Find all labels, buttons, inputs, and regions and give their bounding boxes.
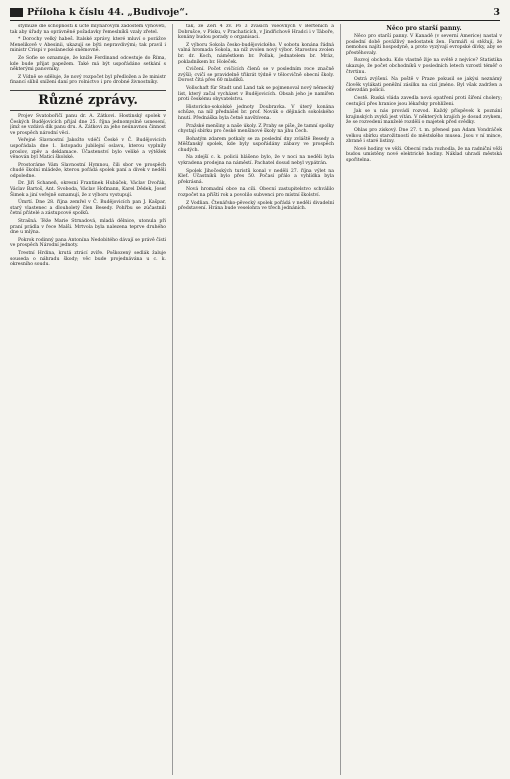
news-paragraph: Cestě. Ruská vláda zavedla nová opatření proti šíření cholery; cestující přes hranice jsou lékařsky prohlíženi. [346,95,502,107]
news-paragraph: Něco pro starší panny. V Kanadě (v severní Americe) nastal v poslední době povážlivý nedostatek žen. Farmáři si stěžují, že nemohou najíti hospodyně, a proto vyzývají evropské dívky, aby se přestěhovaly. [346,34,502,56]
news-paragraph: Jak se u nás provádí rozvod. Každý příspěvek k poznání krajinských zvyků jest vítán. V některých krajích je dosud zvykem, že se rozvedení manželé rozdělí o majetek před svědky. [346,109,502,126]
intro-paragraph: * Dorochy velký habeš. Italské zprávy, které mluví o porážce Menelikově v Abesinii, ukazují se býti nepravdivými; tak pravil i ministr Crispi v poslanecké sněmovně. [10,37,166,54]
news-paragraph: Prostoráme Vám Slavnostní Hymnou, čili sbor ve prospěch chudé školní mládeže, kterou pořádá spolek paní a dívek v neděli odpoledne. [10,162,166,179]
news-paragraph: tak, že Zeri 4 zv. Po 3 zvasích všeovných v Bertenich a Dobrušce, v Písku, v Prachaticích, v Jindřichově Hradci i v Táboře, konány budou porady o organisaci. [178,24,334,41]
news-paragraph: Bohatým zdarem potkaly se za poslední dny zvláště Besedy a Měšťanský spolek, kde byly uspořádány zábavy ve prospěch chudých. [178,136,334,153]
news-paragraph: Projev Svatobořičí panu dr. A. Zátkovi. Hostinský spolek v Českých Budějovicích přijal dne 25. října jednomyslně usnesení, jímž se vzdává dík panu dru. A. Zátkovi za jeho neúnavnou činnost ve prospěch národní věci. [10,113,166,136]
page-number: 3 [493,6,500,18]
column-2 [172,24,334,775]
news-paragraph: Nová hromadní obce na cíli. Obecní zastupitelstvo schválilo rozpočet na příští rok a povolilo subvenci pro místní školství. [178,187,334,199]
news-paragraph: Pražské menšiny a naše úkoly. Z Prahy se píše, že tamní spolky chystají sbírku pro české menšinové školy na jihu Čech. [178,123,334,135]
article-columns [10,24,502,775]
news-paragraph: Z Vodňan. Čtenářsko-pěvecký spolek pořádá v neděli divadelní představení. Hrána bude veselohra ve třech jednáních. [178,200,334,212]
column-heading: Něco pro starší panny. [386,25,462,32]
header-ornament-icon [10,8,23,17]
news-paragraph: Dr. Jiří Schaneň, okresní Frantinek Hubáček, Václav Dvořák, Václav Bartoš, Ant. Svoboda, Václav Hofmann, Karel Dědek, Josef Šimek a jiní veřejně oznamují, že z výboru vystupují. [10,181,166,198]
news-paragraph: Veřejné Slavnostní Jakožto vdéčí České v Č. Budějovicích uspořádala dne 1. listopadu jubilejní oslavu, kterou vyplnily proslov, zpěv a deklamace. Účastenství bylo veliké a výtěžek věnován byl Matici školské. [10,138,166,161]
intro-paragraph: Z Vídně se sděluje, že nový rozpočet byl předložen a že ministr financí slíbil snížení daní pro rolnictvo i pro drobné živnostníky. [10,74,166,86]
section-title: Různé zprávy. [10,90,166,111]
news-paragraph: Na zdejší c. k. policii hlášeno bylo, že v noci na neděli byla vykradena prodejna na náměstí. Pachatel dosud nebyl vypátrán. [178,155,334,167]
news-paragraph: Rozvoj obchodu. Kdo vlastně žije na světě z nejvíce? Statistika ukazuje, že počet obchodníků v posledních letech vzrostl téměř o čtvrtinu. [346,58,502,75]
news-paragraph: Z výboru Sokola česko-budějovického. V sobotu konána řádná valná hromada Sokola, na níž zvolen nový výbor. Starostou zvolen br. dr. Koch, náměstkem br. Pollak, jednatelem br. Mráz, pokladníkem br. Holeček. [178,42,334,65]
news-paragraph: Strašná. Téže Marie Strnadová, mladá dělnice, utonula při praní prádla v řece Malši. Mrtvola byla nalezena teprve druhého dne u mlýna. [10,219,166,236]
header-title-bar [10,7,188,18]
news-paragraph: Nové hodiny ve věži. Obecní rada rozhodla, že na radniční věži budou umístěny nové elektrické hodiny. Náklad uhradí městská spořitelna. [346,146,502,163]
column-3 [340,24,502,775]
intro-paragraph: stymůže dle schopnosti k úctě mlynářovým žádostem vyhověti, tak aby úřady na oprávněné požadavky řemeslníků vzaly zřetel. [10,24,166,35]
news-paragraph: Vollschaft für Stadt und Land tak se pojmenoval nový německý list, který začal vycházet v Budějovicích. Obsah jeho je namířen proti českému obyvatelstvu. [178,85,334,103]
column-1 [10,24,166,775]
news-paragraph: Úmrtí. Dne 28. října zemřel v Č. Budějovicích pan J. Kašpar, starý vlastenec a dlouholetý člen Besedy. Pohřbu se zúčastnili četní přátelé a zástupcové spolků. [10,200,166,217]
news-paragraph: Ostrá zvýšení. Na poště v Praze pokusil se jakýsi neznámý člověk vylákati peněžní zásilku na cizí jméno. Byl však zadržen a odevzdán policii. [346,77,502,94]
news-paragraph: Trestní Hrdina, krutá ztrácí zvíře. Poškozený sedlák žaluje souseda o náhradu škody; věc bude projednávána u c. k. okresního soudu. [10,251,166,268]
header-title: Příloha k číslu 44. „Budivoje“. [27,6,189,18]
news-paragraph: Pokrok rodinný pana Antonína Nedobitého dávají se právě čísti ve prospěch Národní jednoty. [10,237,166,249]
news-paragraph: Historicko-sokolské jednoty Doubravka. V úterý konána schůze, na níž přednášel br. prof. Novák o dějinách sokolského hnutí. Přednáška byla četně navštívena. [178,104,334,121]
news-paragraph: Spolek Jihočeských turistů konal v neděli 27. října výlet na Kleť. Účastníků bylo přes 50. Počasí přálo a vyhlídka byla překrásná. [178,168,334,185]
intro-paragraph: Ze Sofie se oznamuje, že kníže Ferdinand odcestuje do Říma, kde bude přijat papežem. Také má být uspořádáno setkání s některými panovníky. [10,55,166,73]
page-header [10,4,500,21]
news-paragraph: Cvičení. Počet cvičících členů se v posledním roce značně zvýšil; cvičí se pravidelně třikrát týdně v tělocvičně obecní školy. Dorost čítá přes 60 mladíků. [178,67,334,84]
news-paragraph: Ohlas pro ziskový. Dne 27. t. m. přenesl pan Adam Vondráček velkou sbírku starožitností do městského musea. Jsou v ní mince, zbraně i staré listiny. [346,127,502,145]
